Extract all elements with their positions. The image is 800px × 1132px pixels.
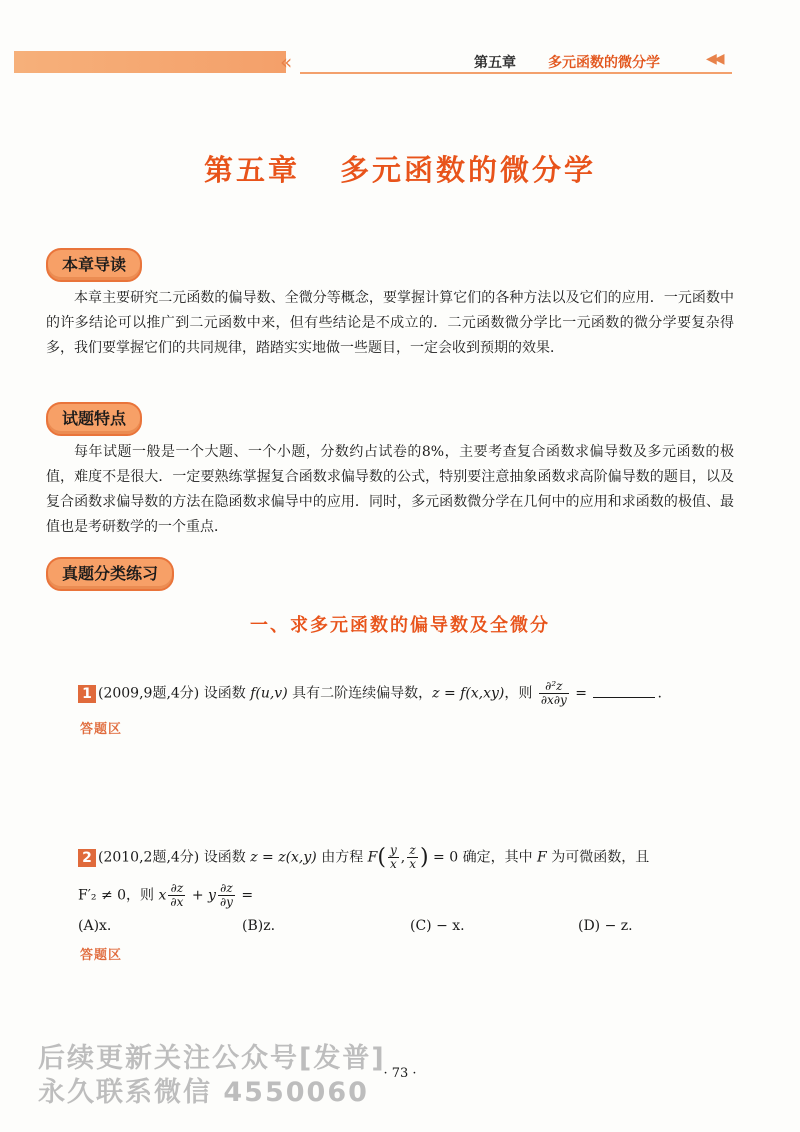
question-text: 设函数 — [203, 685, 246, 702]
question-source: (2009,9题,4分) — [98, 685, 200, 702]
question-1 — [78, 680, 662, 707]
fraction-numerator: ∂z — [168, 882, 185, 896]
chevron-left-icon: « — [280, 50, 293, 74]
features-paragraph: 每年试题一般是一个大题、一个小题，分数约占试卷的8%，主要考查复合函数求偏导数及多元函数的极值，难度不是很大．一定要熟练掌握复合函数求偏导数的公式，特别要注意抽象函数求高阶偏导数的题目，以及复合函数求偏导数的方法在隐函数求偏导中的应用．同时，多元函数微分学在几何中的应用和求函数的极值、最值也是考研数学的一个重点． — [46, 444, 734, 535]
fraction-denominator: x — [409, 857, 416, 871]
fraction-denominator: ∂y — [219, 895, 233, 909]
option-a[interactable]: (A)x. — [78, 918, 112, 934]
math-expr: f(u,v) — [250, 685, 288, 702]
watermark-line-1: 后续更新关注公众号[发普] — [38, 1043, 386, 1074]
section-label-guide: 本章导读 — [46, 248, 142, 282]
question-text: 由方程 — [321, 849, 364, 866]
fraction-numerator: ∂z — [218, 882, 235, 896]
fraction-denominator: ∂x — [170, 895, 184, 909]
math-expr: F′₂ ≠ 0，则 — [78, 887, 155, 904]
answer-zone-label: 答题区 — [80, 722, 123, 737]
question-2-line-2 — [78, 882, 253, 909]
math-expr: F — [537, 849, 547, 866]
chapter-title — [0, 148, 800, 189]
fraction — [168, 882, 185, 909]
question-2: 2 (2010,2题,4分) 设函数 z = z(x,y) 由方程 F( $\frac{y}{x}$ , $\frac{z}{x}$ ) = 0 确定，其中 F 为可微函数，且 — [78, 844, 649, 871]
subsection-title: 一、求多元函数的偏导数及全微分 — [250, 615, 550, 636]
section-label-practice: 真题分类练习 — [46, 557, 174, 591]
question-text: 设函数 — [203, 849, 246, 866]
chapter-name: 多元函数的微分学 — [340, 153, 597, 187]
option-b[interactable]: (B)z. — [242, 918, 276, 934]
answer-zone-label: 答题区 — [80, 948, 123, 963]
fraction-numerator: z — [407, 844, 418, 858]
fraction — [218, 882, 235, 909]
header-rule — [300, 72, 732, 74]
question-number: 1 — [78, 685, 96, 703]
fraction-denominator: ∂x∂y — [540, 693, 567, 707]
option-d[interactable]: (D) − z. — [578, 918, 633, 934]
question-text: 具有二阶连续偏导数， — [292, 685, 433, 702]
triangle-left-icon: ◀◀ — [706, 51, 722, 67]
fraction — [539, 680, 569, 707]
period: . — [657, 685, 662, 702]
math-expr: x — [158, 887, 167, 904]
math-expr: z = f(x,xy) — [432, 685, 505, 702]
fraction-numerator: y — [389, 843, 397, 857]
math-expr: z = z(x,y) — [250, 849, 317, 866]
question-number: 2 — [78, 849, 96, 867]
header-subtitle: 多元函数的微分学 — [548, 55, 660, 71]
answer-blank[interactable] — [593, 683, 655, 698]
fraction — [407, 844, 418, 871]
guide-paragraph: 本章主要研究二元函数的偏导数、全微分等概念，要掌握计算它们的各种方法以及它们的应用．一元函数中的许多结论可以推广到二元函数中来，但有些结论是不成立的．二元函数微分学比一元函数的微分学要复杂得多，我们要掌握它们的共同规律，踏踏实实地做一些题目，一定会收到预期的效果． — [46, 290, 734, 356]
fraction-numerator: ∂²z — [539, 680, 569, 694]
math-expr: + — [191, 887, 204, 904]
chapter-number: 第五章 — [203, 153, 300, 187]
math-expr: F — [367, 849, 378, 866]
question-text: 确定，其中 — [462, 849, 533, 866]
math-expr: y — [208, 887, 216, 904]
page-number: · 73 · — [383, 1066, 417, 1081]
watermark-line-2: 永久联系微信 4550060 — [38, 1077, 369, 1108]
math-expr: = 0 — [433, 849, 459, 866]
header-chapter: 第五章 — [474, 55, 516, 71]
question-source: (2010,2题,4分) — [98, 849, 200, 866]
question-text: 为可微函数，且 — [551, 849, 650, 866]
option-c[interactable]: (C) − x. — [410, 918, 465, 934]
header-bar — [14, 51, 286, 73]
equals-sign: = — [241, 887, 254, 904]
section-label-features: 试题特点 — [46, 402, 142, 436]
question-text: ，则 — [504, 685, 533, 702]
fraction-denominator: x — [389, 857, 397, 871]
fraction — [388, 844, 399, 871]
equals-sign: = — [575, 685, 587, 702]
